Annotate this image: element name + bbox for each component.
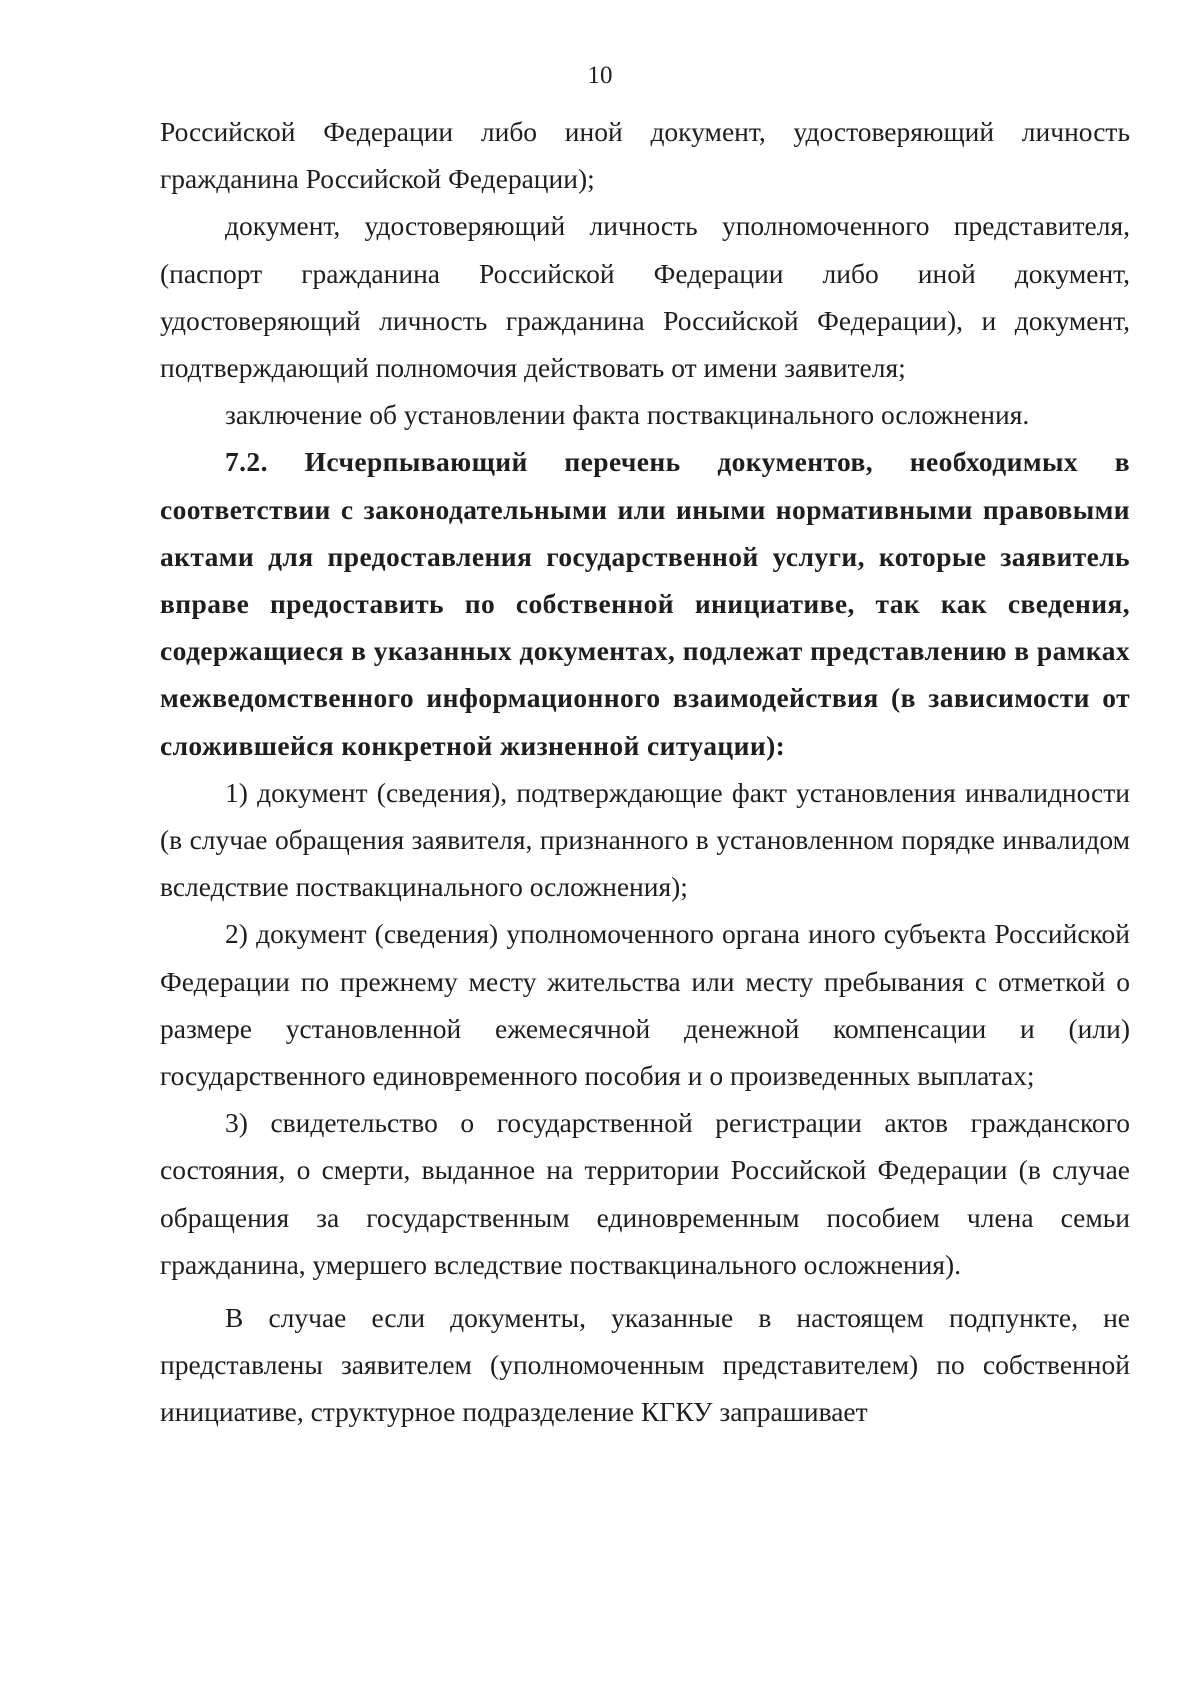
paragraph-representative-document: документ, удостоверяющий личность уполномоченного представителя, (паспорт гражданина Российской Федерации либо иной документ, удостоверяющий личность гражданина Российской Федерации), и документ, подтверждающий полномочия действовать от имени заявителя;: [160, 210, 1130, 384]
paragraph-request: В случае если документы, указанные в настоящем подпункте, не представлены заявителем (уполномоченным представителем) по собственной инициативе, структурное подразделение КГКУ запрашивает: [160, 1302, 1130, 1428]
document-body: [160, 108, 1130, 1436]
list-item-2: 2) документ (сведения) уполномоченного органа иного субъекта Российской Федерации по прежнему месту жительства или месту пребывания с отметкой о размере установленной ежемесячной денежной компенсации и (или) государственного единовременного пособия и о произведенных выплатах;: [160, 918, 1130, 1092]
paragraph-continuation: Российской Федерации либо иной документ, удостоверяющий личность гражданина Российской Федерации);: [160, 116, 1130, 195]
page-number: 10: [587, 62, 613, 89]
list-item-1: 1) документ (сведения), подтверждающие факт установления инвалидности (в случае обращения заявителя, признанного в установленном порядке инвалидом вследствие поствакцинального осложнения);: [160, 776, 1130, 903]
section-heading-7-2: 7.2. Исчерпывающий перечень документов, необходимых в соответствии с законодательными или иными нормативными правовыми актами для предоставления государственной услуги, которые заявитель вправе предоставить по собственной инициативе, так как сведения, содержащиеся в указанных документах, подлежат представлению в рамках межведомственного информационного взаимодействия (в зависимости от сложившейся конкретной жизненной ситуации):: [160, 446, 1130, 761]
paragraph-conclusion: заключение об установлении факта поствакцинального осложнения.: [225, 399, 1030, 431]
list-item-3: 3) свидетельство о государственной регистрации актов гражданского состояния, о смерти, выданное на территории Российской Федерации (в случае обращения за государственным единовременным пособием члена семьи гражданина, умершего вследствие поствакцинального осложнения).: [160, 1107, 1130, 1280]
